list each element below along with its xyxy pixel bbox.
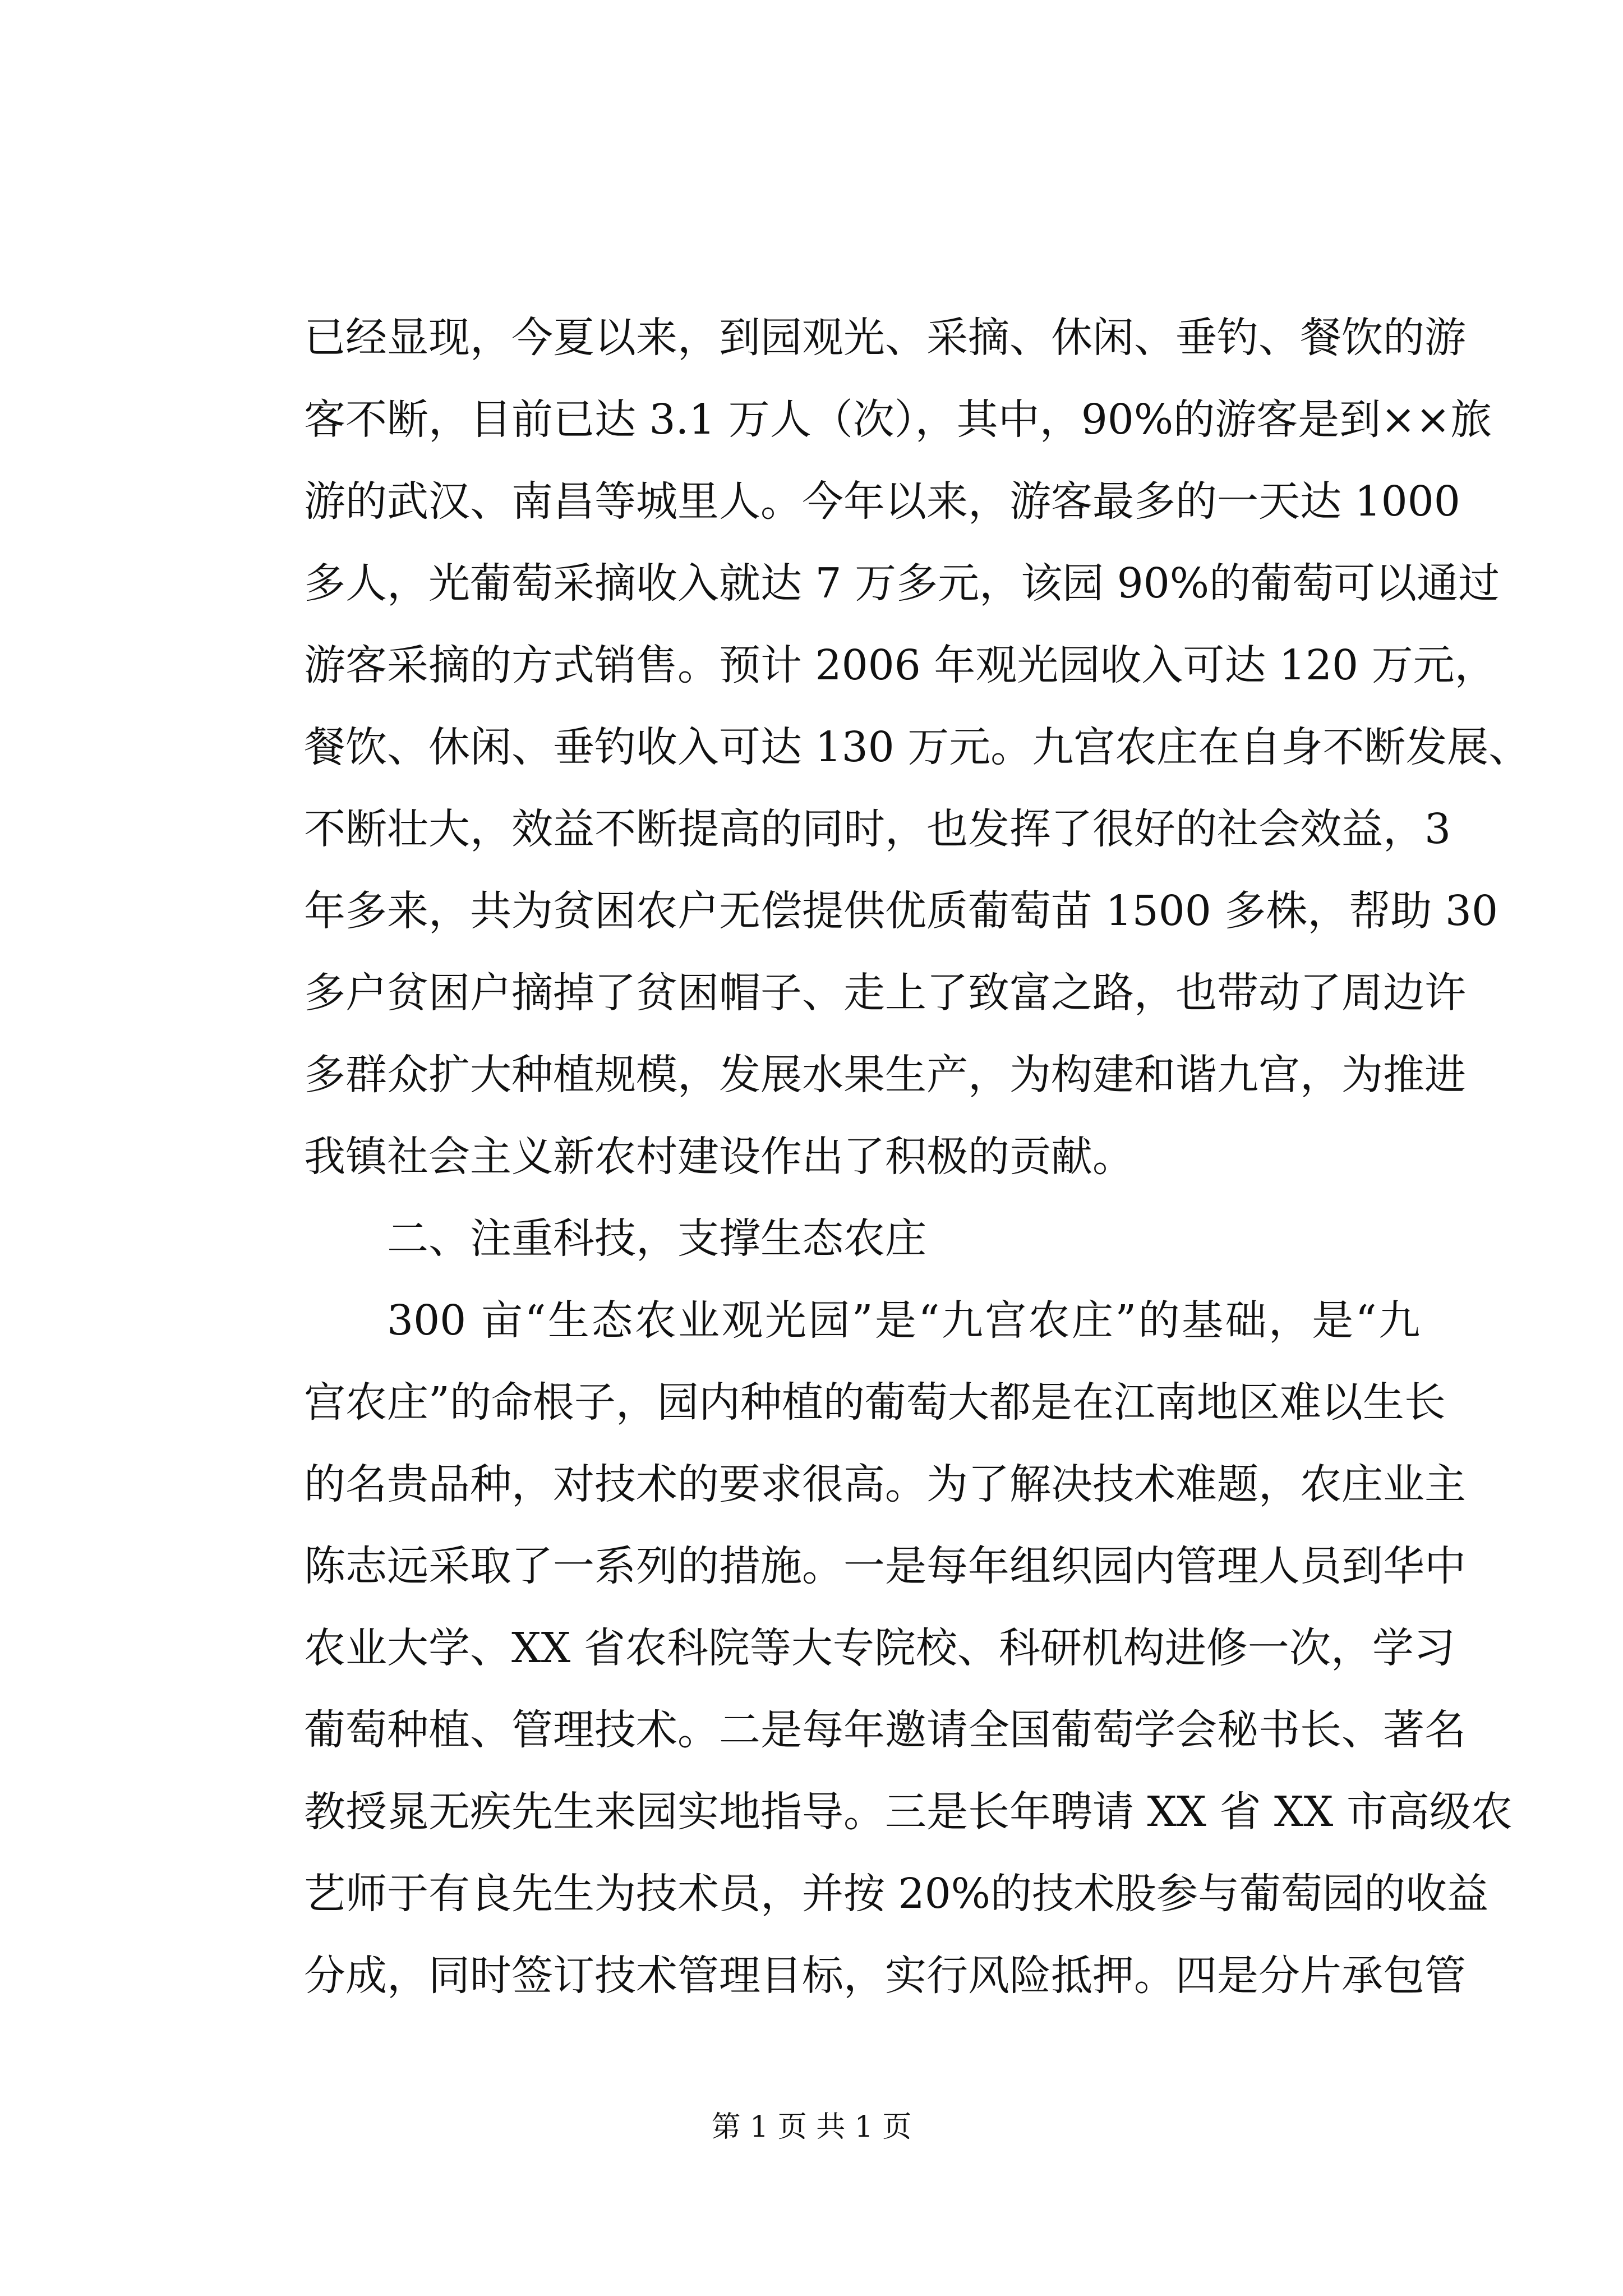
body-text-line: 年多来，共为贫困农户无偿提供优质葡萄苗 1500 多株，帮助 30 (304, 887, 1498, 935)
body-text-line: 300 亩“生态农业观光园”是“九宫农庄”的基础，是“九 (387, 1296, 1420, 1345)
body-text-line: 陈志远采取了一系列的措施。一是每年组织园内管理人员到华中 (304, 1542, 1466, 1590)
body-text-line: 我镇社会主义新农村建设作出了积极的贡献。 (304, 1133, 1134, 1181)
body-text-line: 游的武汉、南昌等城里人。今年以来，游客最多的一天达 1000 (304, 477, 1460, 526)
page-footer: 第 1 页 共 1 页 (711, 2110, 912, 2144)
body-text-line: 客不断，目前已达 3.1 万人（次），其中，90%的游客是到××旅 (304, 395, 1492, 444)
body-text-line: 艺师于有良先生为技术员，并按 20%的技术股参与葡萄园的收益 (304, 1870, 1488, 1918)
body-text-line: 教授晁无疾先生来园实地指导。三是长年聘请 XX 省 XX 市高级农 (304, 1788, 1513, 1836)
body-text-line: 多群众扩大种植规模，发展水果生产，为构建和谐九宫，为推进 (304, 1051, 1466, 1099)
section-heading: 二、注重科技，支撑生态农庄 (387, 1214, 926, 1263)
body-text-line: 农业大学、XX 省农科院等大专院校、科研机构进修一次，学习 (304, 1624, 1455, 1672)
body-text-line: 分成，同时签订技术管理目标，实行风险抵押。四是分片承包管 (304, 1952, 1466, 2000)
body-text-line: 的名贵品种，对技术的要求很高。为了解决技术难题，农庄业主 (304, 1460, 1466, 1508)
body-text-line: 宫农庄”的命根子，园内种植的葡萄大都是在江南地区难以生长 (304, 1378, 1446, 1427)
body-text-line: 餐饮、休闲、垂钓收入可达 130 万元。九宫农庄在自身不断发展、 (304, 723, 1530, 771)
body-text-line: 葡萄种植、管理技术。二是每年邀请全国葡萄学会秘书长、著名 (304, 1706, 1466, 1754)
body-text-line: 游客采摘的方式销售。预计 2006 年观光园收入可达 120 万元， (304, 641, 1496, 689)
body-text-line: 已经显现，今夏以来，到园观光、采摘、休闲、垂钓、餐饮的游 (304, 314, 1466, 362)
body-text-line: 多户贫困户摘掉了贫困帽子、走上了致富之路，也带动了周边许 (304, 969, 1466, 1017)
body-text-line: 不断壮大，效益不断提高的同时，也发挥了很好的社会效益，3 (304, 805, 1451, 853)
body-text-line: 多人，光葡萄采摘收入就达 7 万多元，该园 90%的葡萄可以通过 (304, 559, 1500, 608)
